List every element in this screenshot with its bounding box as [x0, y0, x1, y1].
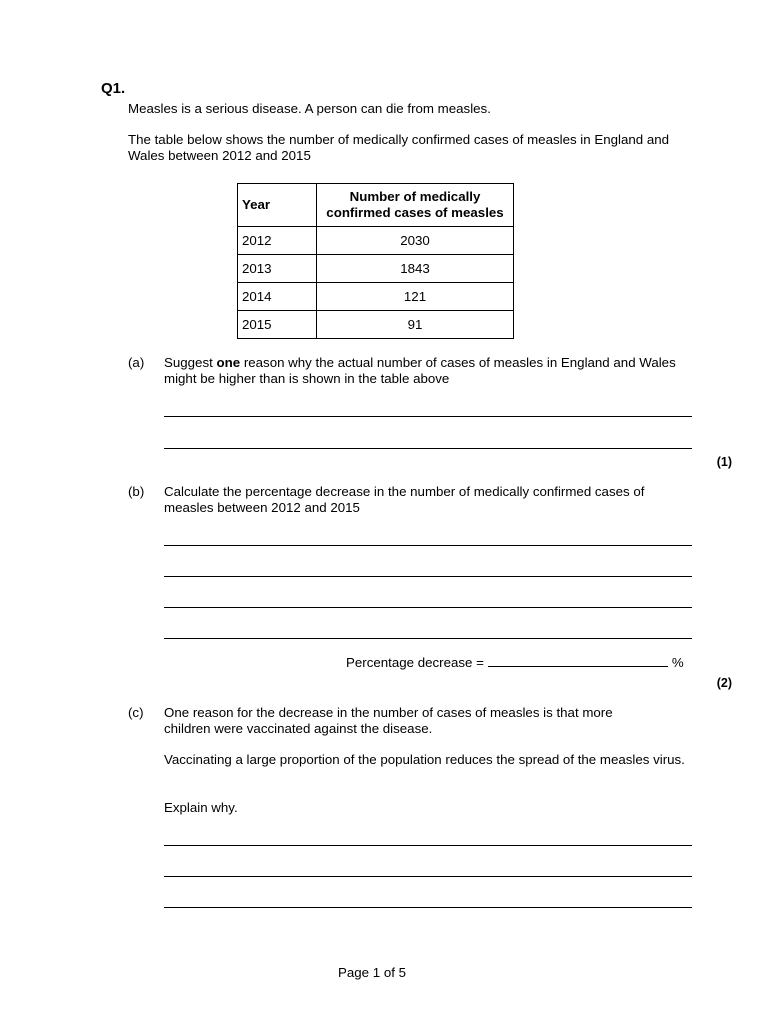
intro-text-2: The table below shows the number of medically confirmed cases of measles in England and Wales between 2012 and 2015 [128, 132, 670, 163]
table-row [238, 311, 514, 339]
row-year: 2012 [238, 227, 317, 255]
part-a-label: (a) [128, 355, 145, 370]
table-row [238, 283, 514, 311]
row-cases: 121 [317, 283, 514, 311]
header-year: Year [238, 184, 317, 227]
percentage-answer-row [346, 654, 684, 670]
page-footer: Page 1 of 5 [337, 965, 407, 980]
answer-line-c1[interactable] [164, 845, 692, 846]
part-c-text-1: One reason for the decrease in the number of cases of measles is that more children were vaccinated against the disease. [164, 705, 613, 736]
part-c-text-2: Vaccinating a large proportion of the population reduces the spread of the measles virus. [164, 752, 685, 767]
answer-line-b4[interactable] [164, 638, 692, 639]
part-b-text: Calculate the percentage decrease in the number of medically confirmed cases of measles between 2012 and 2015 [164, 484, 645, 515]
row-year: 2013 [238, 255, 317, 283]
part-c-text-3: Explain why. [164, 800, 238, 815]
part-b-label: (b) [128, 484, 145, 499]
row-year: 2014 [238, 283, 317, 311]
percentage-answer-blank[interactable] [488, 654, 668, 667]
part-a-text: Suggest one reason why the actual number of cases of measles in England and Wales might be higher than is shown in the table above [164, 355, 676, 386]
answer-line-b3[interactable] [164, 607, 692, 608]
marks-a: (1) [716, 455, 732, 469]
table-header-row [238, 184, 514, 227]
part-c-label: (c) [128, 705, 144, 720]
table-row [238, 227, 514, 255]
row-cases: 2030 [317, 227, 514, 255]
measles-cases-table [237, 183, 514, 339]
answer-line-b1[interactable] [164, 545, 692, 546]
answer-line-a2[interactable] [164, 448, 692, 449]
answer-line-c3[interactable] [164, 907, 692, 908]
marks-b: (2) [716, 676, 732, 690]
row-year: 2015 [238, 311, 317, 339]
percentage-label: Percentage decrease = [346, 655, 484, 670]
answer-line-a1[interactable] [164, 416, 692, 417]
row-cases: 91 [317, 311, 514, 339]
percentage-unit: % [671, 655, 684, 670]
question-number: Q1. [101, 80, 126, 97]
table-row [238, 255, 514, 283]
answer-line-c2[interactable] [164, 876, 692, 877]
answer-line-b2[interactable] [164, 576, 692, 577]
row-cases: 1843 [317, 255, 514, 283]
intro-text-1: Measles is a serious disease. A person can die from measles. [128, 101, 491, 116]
header-cases: Number of medically confirmed cases of measles [317, 184, 514, 227]
